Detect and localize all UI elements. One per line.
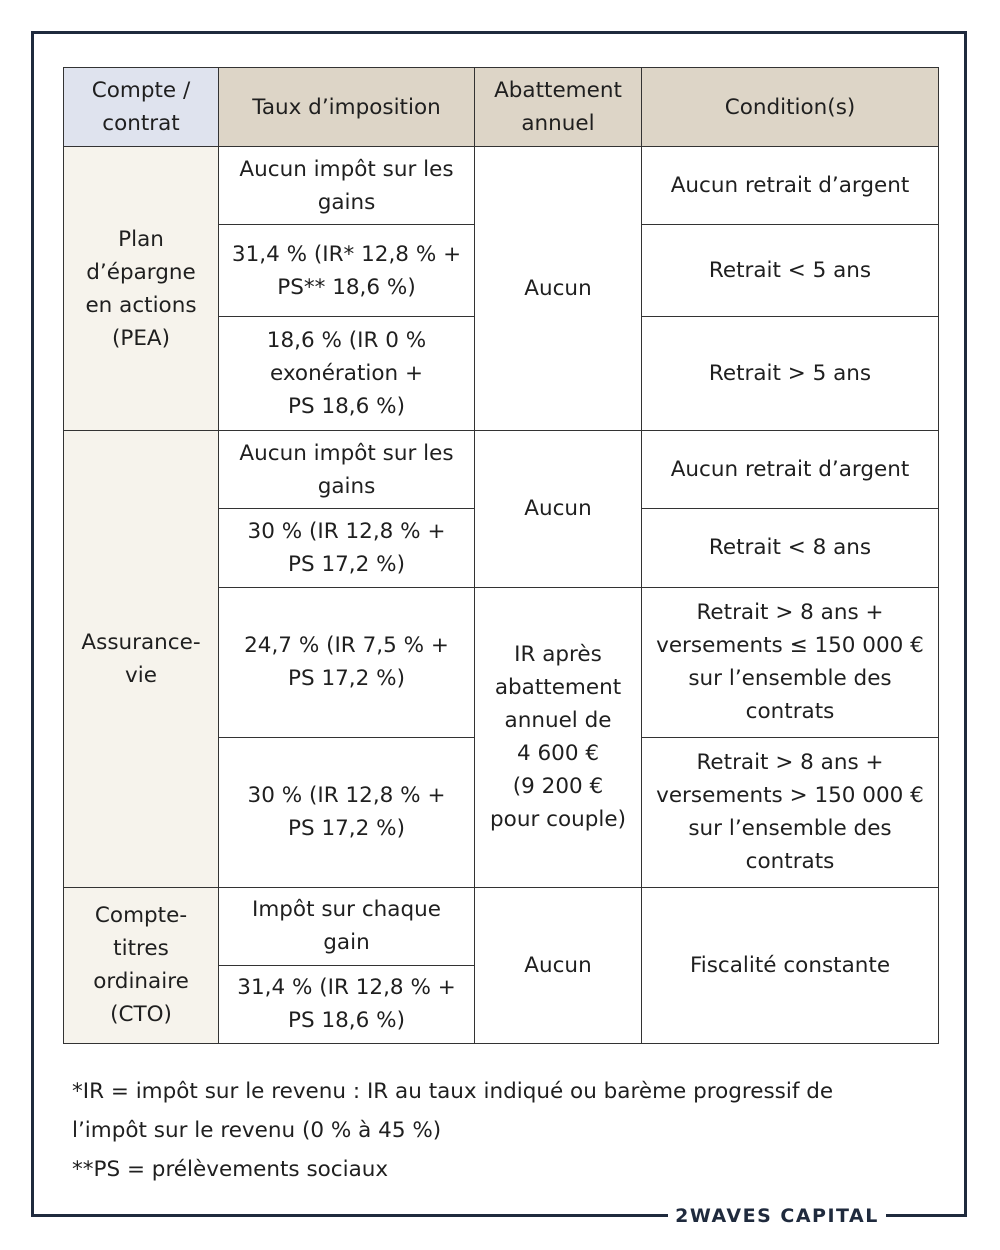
footnote-ir-line-1: *IR = impôt sur le revenu : IR au taux indiqué ou barème progressif de [72,1079,834,1104]
header-allowance: Abattement annuel [475,68,642,147]
footnote-ps: **PS = prélèvements sociaux [72,1157,389,1182]
av-condition-1: Aucun retrait d’argent [642,431,939,509]
table-row [64,147,939,225]
table-row [64,431,939,509]
cto-rate-2: 31,4 % (IR 12,8 % + PS 18,6 %) [219,965,475,1043]
pea-account: Plan d’épargne en actions (PEA) [64,147,219,431]
pea-condition-1: Aucun retrait d’argent [642,147,939,225]
pea-allowance: Aucun [475,147,642,431]
footnote-ir-line-2: l’impôt sur le revenu (0 % à 45 %) [72,1118,442,1143]
header-row [64,68,939,147]
pea-rate-3: 18,6 % (IR 0 % exonération + PS 18,6 %) [219,317,475,431]
av-rate-1: Aucun impôt sur les gains [219,431,475,509]
tax-table [63,67,939,1044]
av-rate-4: 30 % (IR 12,8 % + PS 17,2 %) [219,737,475,887]
header-conditions: Condition(s) [642,68,939,147]
av-condition-2: Retrait < 8 ans [642,509,939,587]
pea-rate-1: Aucun impôt sur les gains [219,147,475,225]
pea-rate-2: 31,4 % (IR* 12,8 % + PS** 18,6 %) [219,225,475,317]
av-rate-3: 24,7 % (IR 7,5 % + PS 17,2 %) [219,587,475,737]
av-condition-4: Retrait > 8 ans + versements > 150 000 € sur l’ensemble des contrats [642,737,939,887]
pea-condition-3: Retrait > 5 ans [642,317,939,431]
footnotes [72,1072,952,1189]
table-row [64,887,939,965]
brand-label: 2WAVES CAPITAL [675,1205,879,1227]
av-allowance-a: Aucun [475,431,642,587]
cto-condition: Fiscalité constante [642,887,939,1043]
cto-account: Compte- titres ordinaire (CTO) [64,887,219,1043]
av-rate-2: 30 % (IR 12,8 % + PS 17,2 %) [219,509,475,587]
header-rate: Taux d’imposition [219,68,475,147]
av-condition-3: Retrait > 8 ans + versements ≤ 150 000 € sur l’ensemble des contrats [642,587,939,737]
av-account: Assurance- vie [64,431,219,887]
header-account: Compte / contrat [64,68,219,147]
pea-condition-2: Retrait < 5 ans [642,225,939,317]
cto-allowance: Aucun [475,887,642,1043]
cto-rate-1: Impôt sur chaque gain [219,887,475,965]
av-allowance-b: IR après abattement annuel de 4 600 € (9 200 € pour couple) [475,587,642,887]
